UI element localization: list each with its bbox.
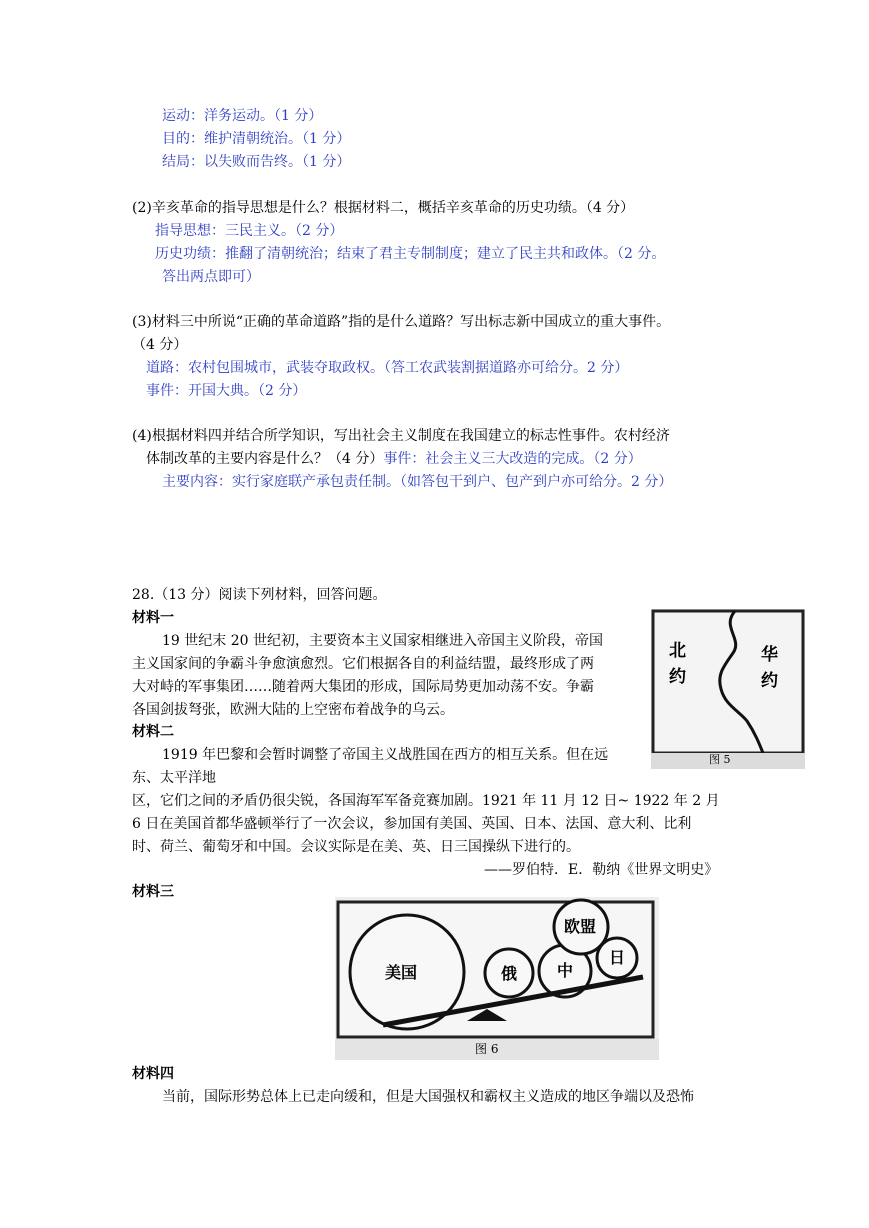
figure-6-caption: 图 6 bbox=[475, 1042, 499, 1056]
material-3-label: 材料三 bbox=[132, 884, 174, 900]
material-2-line: 时、荷兰、葡萄牙和中国。会议实际是在美、英、日三国操纵下进行的。 bbox=[132, 839, 580, 855]
material-2-label: 材料二 bbox=[132, 724, 174, 740]
figure-6-russia-label: 俄 bbox=[501, 964, 518, 983]
material-2-line: 1919 年巴黎和会暂时调整了帝国主义战胜国在西方的相互关系。但在远 bbox=[162, 747, 609, 763]
answer-2-merit: 历史功绩：推翻了清朝统治；结束了君主专制制度；建立了民主共和政体。（2 分。 bbox=[155, 246, 666, 262]
question-4-text: 体制改革的主要内容是什么？（4 分） bbox=[146, 451, 384, 467]
answer-3-road: 道路：农村包围城市，武装夺取政权。（答工农武装割据道路亦可给分。2 分） bbox=[146, 360, 629, 376]
material-1-line: 各国剑拔弩张，欧洲大陆的上空密布着战争的乌云。 bbox=[132, 702, 454, 718]
answer-4-event: 事件：社会主义三大改造的完成。（2 分） bbox=[383, 451, 642, 467]
material-1-label: 材料一 bbox=[132, 610, 174, 626]
question-4-line2 bbox=[146, 449, 642, 469]
material-4-line: 当前，国际形势总体上已走向缓和，但是大国强权和霸权主义造成的地区争端以及恐怖 bbox=[162, 1089, 694, 1105]
material-2-line: 区，它们之间的矛盾仍很尖锐，各国海军军备竞赛加剧。1921 年 11 月 12 日~ 1922 年 2 月 bbox=[132, 793, 720, 809]
answer-2-merit-note: 答出两点即可） bbox=[162, 269, 260, 285]
figure-5-caption: 图 5 bbox=[709, 753, 731, 766]
question-3: (3)材料三中所说“正确的革命道路”指的是什么道路？写出标志新中国成立的重大事件。 bbox=[132, 314, 671, 330]
material-2-source: ——罗伯特．E．勒纳《世界文明史》 bbox=[484, 862, 719, 878]
material-1-line: 19 世纪末 20 世纪初，主要资本主义国家相继进入帝国主义阶段，帝国 bbox=[162, 633, 603, 649]
answer-purpose: 目的：维护清朝统治。（1 分） bbox=[162, 131, 351, 147]
figure-5-nato-char: 约 bbox=[669, 667, 686, 687]
figure-6-seesaw bbox=[335, 897, 659, 1060]
material-1-line: 大对峙的军事集团……随着两大集团的形成，国际局势更加动荡不安。争霸 bbox=[132, 679, 594, 695]
figure-6-usa-label: 美国 bbox=[385, 963, 418, 982]
material-2-line: 6 日在美国首都华盛顿举行了一次会议，参加国有美国、英国、日本、法国、意大利、比利 bbox=[132, 816, 692, 832]
material-2-line: 东、太平洋地 bbox=[132, 770, 216, 786]
question-3-score: （4 分） bbox=[132, 337, 188, 353]
figure-5 bbox=[651, 609, 805, 769]
question-28-title: 28.（13 分）阅读下列材料，回答问题。 bbox=[132, 587, 387, 603]
material-1-line: 主义国家间的争霸斗争愈演愈烈。它们根据各自的利益结盟，最终形成了两 bbox=[132, 656, 594, 672]
figure-5-nato-char: 北 bbox=[669, 641, 686, 661]
figure-5-warsaw-char: 约 bbox=[761, 671, 778, 691]
question-2: (2)辛亥革命的指导思想是什么？根据材料二，概括辛亥革命的历史功绩。（4 分） bbox=[132, 200, 635, 216]
answer-3-event: 事件：开国大典。（2 分） bbox=[146, 383, 307, 399]
figure-6-eu-label: 欧盟 bbox=[564, 917, 597, 936]
answer-movement: 运动：洋务运动。（1 分） bbox=[162, 108, 323, 124]
answer-4-content: 主要内容：实行家庭联产承包责任制。（如答包干到户、包产到户亦可给分。2 分） bbox=[162, 474, 673, 490]
answer-2-guide: 指导思想：三民主义。（2 分） bbox=[155, 223, 344, 239]
answer-result: 结局：以失败而告终。（1 分） bbox=[162, 154, 351, 170]
figure-5-warsaw-char: 华 bbox=[761, 645, 778, 665]
question-4: (4)根据材料四并结合所学知识，写出社会主义制度在我国建立的标志性事件。农村经济 bbox=[132, 428, 670, 444]
figure-5-map bbox=[651, 609, 805, 769]
figure-6-china-label: 中 bbox=[557, 961, 574, 980]
figure-6 bbox=[335, 897, 659, 1060]
material-4-label: 材料四 bbox=[132, 1066, 174, 1082]
figure-6-japan-label: 日 bbox=[609, 948, 626, 967]
